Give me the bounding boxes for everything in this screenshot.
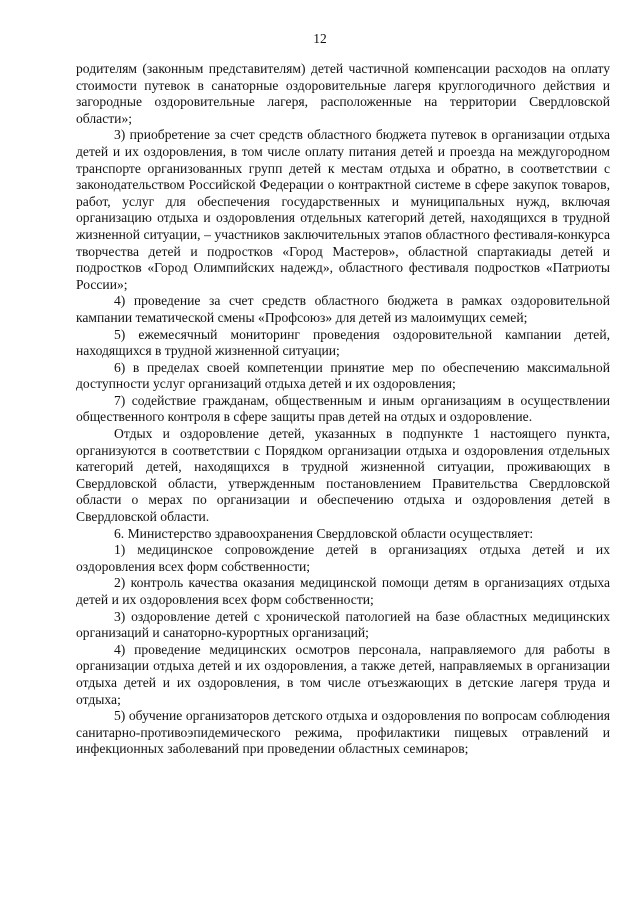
paragraph-section-6-heading: 6. Министерство здравоохранения Свердловской области осуществляет: xyxy=(114,525,534,541)
paragraph-health-item-1: 1) медицинское сопровождение детей в организациях отдыха детей и их оздоровления всех форм собственности; xyxy=(76,542,610,574)
paragraph-item-4: 4) проведение за счет средств областного бюджета в рамках оздоровительной кампании тематической смены «Профсоюз» для детей из малоимущих семей; xyxy=(76,293,610,325)
paragraph-health-item-5: 5) обучение организаторов детского отдыха и оздоровления по вопросам соблюдения санитарно-противоэпидемического режима, профилактики пищевых отравлений и инфекционных заболеваний при проведении областных семинаров; xyxy=(76,708,610,757)
paragraph-health-item-4: 4) проведение медицинских осмотров персонала, направляемого для работы в организации отдыха детей и их оздоровления, а также детей, направляемых в организации отдыха детей и их оздоровления, в том числе отъезжающих в детские лагеря труда и отдыха; xyxy=(76,641,610,707)
page-number: 12 xyxy=(313,31,327,46)
paragraph-item-7: 7) содействие гражданам, общественным и иным организациям в осуществлении общественного контроля в сфере защиты прав детей на отдых и оздоровление. xyxy=(76,392,610,425)
paragraph-health-item-3: 3) оздоровление детей с хронической патологией на базе областных медицинских организаций и санаторно-курортных организаций; xyxy=(76,608,610,641)
paragraph-continuation: родителям (законным представителям) детей частичной компенсации расходов на оплату стоимости путевок в санаторные оздоровительные лагеря круглогодичного действия и загородные оздоровительные лагеря, расположенные на территории Свердловской области»; xyxy=(76,61,610,126)
paragraph-item-5: 5) ежемесячный мониторинг проведения оздоровительной кампании детей, находящихся в трудной жизненной ситуации; xyxy=(76,326,610,359)
paragraph-item-3: 3) приобретение за счет средств областного бюджета путевок в организации отдыха детей и их оздоровления, в том числе оплату питания детей и проезда на междугородном транспорте организованных групп детей к местам отдыха и обратно, в соответствии с законодательством Российской Федерации о контрактной системе в сфере закупок товаров, работ, услуг для обеспечения государственных и муниципальных нужд, включая организацию отдыха и оздоровления отдельных категорий детей, находящихся в трудной жизненной ситуации, – участников заключительных этапов областного фестиваля-конкурса творчества детей и подростков «Город Мастеров», областной спартакиады детей и подростков «Город Олимпийских надежд», областного фестиваля подростков «Патриоты России»; xyxy=(76,127,610,292)
paragraph-rest-note: Отдых и оздоровление детей, указанных в подпункте 1 настоящего пункта, организуются в соответствии с Порядком организации отдыха и оздоровления отдельных категорий детей, находящихся в трудной жизненной ситуации, проживающих в Свердловской области, утвержденным постановлением Правительства Свердловской области о мерах по организации и обеспечению отдыха и оздоровления детей в Свердловской области. xyxy=(76,426,610,525)
paragraph-item-6: 6) в пределах своей компетенции принятие мер по обеспечению максимальной доступности услуг организаций отдыха детей и их оздоровления; xyxy=(76,359,610,392)
document-body xyxy=(76,61,610,758)
paragraph-health-item-2: 2) контроль качества оказания медицинской помощи детям в организациях отдыха детей и их оздоровления всех форм собственности; xyxy=(76,575,610,607)
